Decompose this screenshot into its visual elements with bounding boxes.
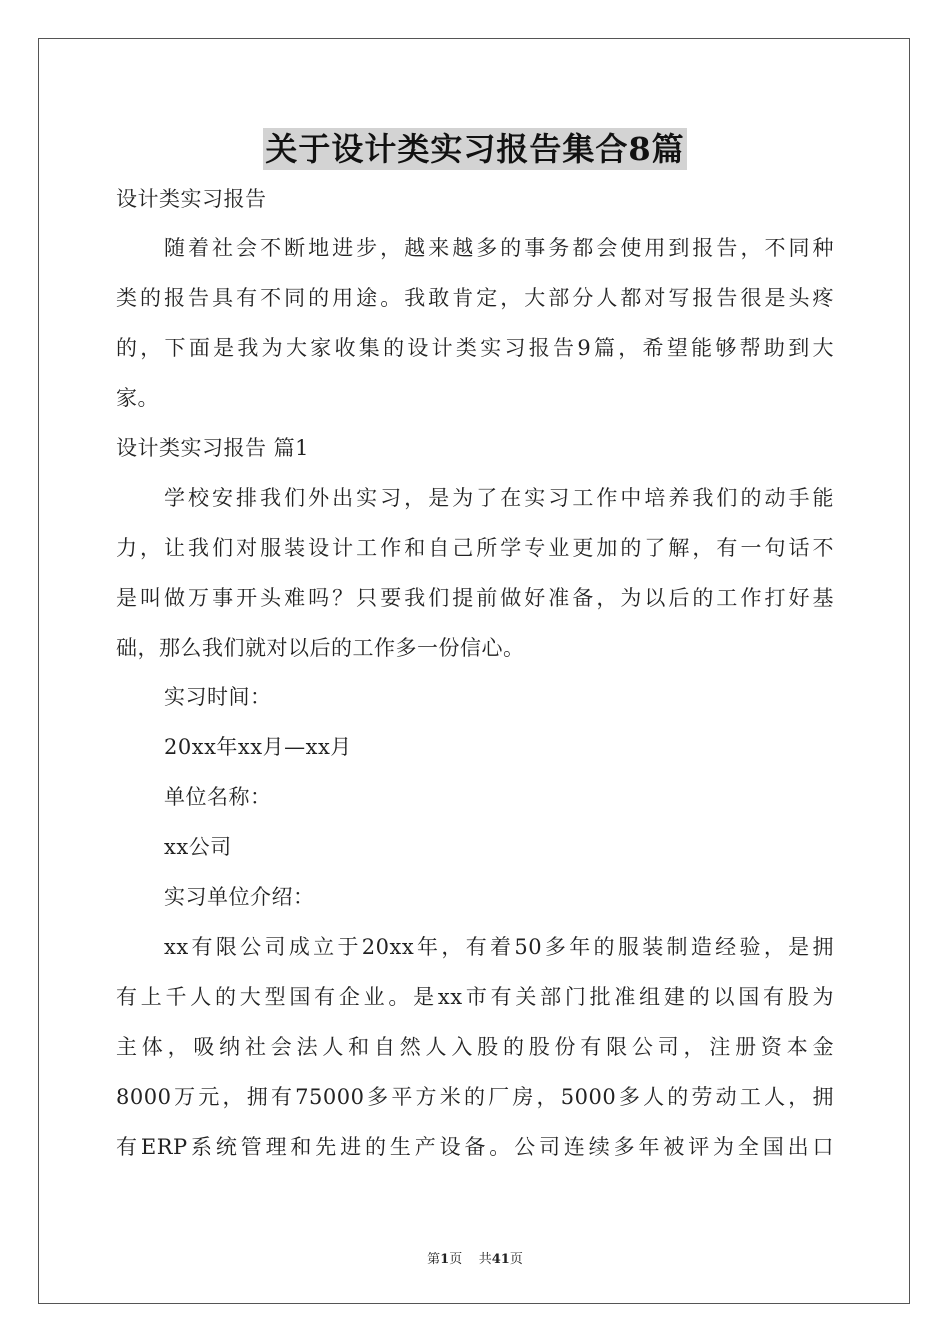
field-value: 20xx年xx月—xx月 <box>164 735 352 759</box>
total-pages: 41 <box>491 1252 510 1267</box>
document-title: 关于设计类实习报告集合8篇 <box>265 130 685 168</box>
section-heading: 设计类实习报告 <box>116 187 267 211</box>
paragraph-line: 有ERP系统管理和先进的生产设备。公司连续多年被评为全国出口 <box>116 1135 834 1159</box>
paragraph-line: 础，那么我们就对以后的工作多一份信心。 <box>116 636 525 660</box>
paragraph-line: 是叫做万事开头难吗？只要我们提前做好准备，为以后的工作打好基 <box>116 586 834 610</box>
title-container <box>116 128 834 170</box>
paragraph-line: 8000万元，拥有75000多平方米的厂房，5000多人的劳动工人，拥 <box>116 1085 834 1109</box>
paragraph-line: 随着社会不断地进步，越来越多的事务都会使用到报告，不同种 <box>164 236 834 260</box>
field-label: 实习单位介绍： <box>164 885 315 909</box>
section-heading: 设计类实习报告 篇1 <box>116 436 310 460</box>
paragraph-line: 有上千人的大型国有企业。是xx市有关部门批准组建的以国有股为 <box>116 985 834 1009</box>
field-label: 单位名称： <box>164 785 272 809</box>
paragraph-line: 学校安排我们外出实习，是为了在实习工作中培养我们的动手能 <box>164 486 834 510</box>
field-label: 实习时间： <box>164 685 272 709</box>
page-border <box>38 38 910 1304</box>
paragraph-line: 类的报告具有不同的用途。我敢肯定，大部分人都对写报告很是头疼 <box>116 286 834 310</box>
paragraph-line: xx有限公司成立于20xx年，有着50多年的服装制造经验，是拥 <box>164 935 834 959</box>
total-prefix: 共 <box>478 1252 492 1267</box>
paragraph-line: 的，下面是我为大家收集的设计类实习报告9篇，希望能够帮助到大 <box>116 336 834 360</box>
field-value: xx公司 <box>164 835 232 859</box>
page-number: 1 <box>440 1252 450 1267</box>
paragraph-line: 主体，吸纳社会法人和自然人入股的股份有限公司，注册资本金 <box>116 1035 834 1059</box>
total-suffix: 页 <box>509 1252 523 1267</box>
page-suffix: 页 <box>449 1252 463 1267</box>
paragraph-line: 力，让我们对服装设计工作和自己所学专业更加的了解，有一句话不 <box>116 536 834 560</box>
page-prefix: 第 <box>427 1252 441 1267</box>
paragraph-line: 家。 <box>116 386 159 410</box>
page-footer <box>0 1248 950 1267</box>
